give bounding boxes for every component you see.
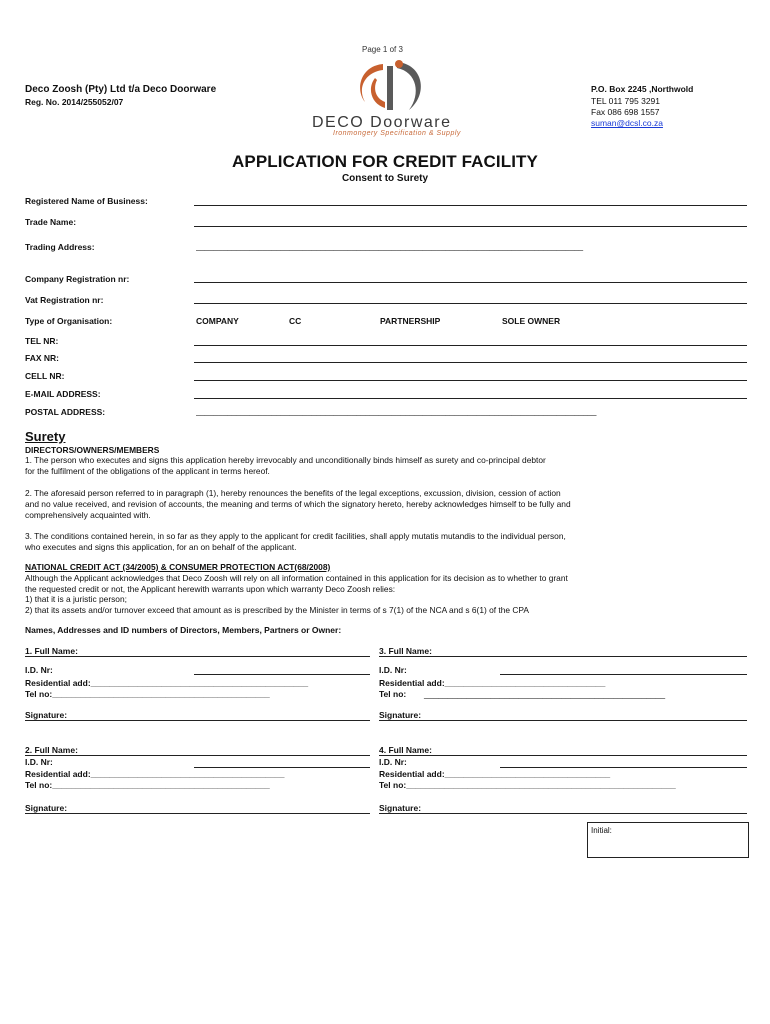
trading-address-field[interactable]: _______________________________________________________________________________________ xyxy=(196,242,584,251)
fax-field[interactable] xyxy=(194,362,747,363)
org-option-partnership[interactable]: PARTNERSHIP xyxy=(380,316,441,326)
vat-registration-label: Vat Registration nr: xyxy=(25,295,104,305)
person-3-id-label: I.D. Nr: xyxy=(379,665,407,675)
person-1-residential-address[interactable]: Residential add:______________________________________________ xyxy=(25,678,309,688)
surety-heading: Surety xyxy=(25,429,66,444)
company-logo xyxy=(305,58,505,140)
person-3-signature-label: Signature: xyxy=(379,710,422,720)
person-3-id-field[interactable] xyxy=(500,674,747,675)
person-3-tel-label: Tel no: xyxy=(379,689,407,699)
nca-line-3: 1) that it is a juristic person; xyxy=(25,594,127,604)
initial-label: Initial: xyxy=(591,826,612,835)
person-4-id-label: I.D. Nr: xyxy=(379,757,407,767)
trade-name-field[interactable] xyxy=(194,226,747,227)
logo-tagline: Ironmongery Specification & Supply xyxy=(333,130,461,137)
organisation-type-label: Type of Organisation: xyxy=(25,316,113,326)
company-name: Deco Zoosh (Pty) Ltd t/a Deco Doorware xyxy=(25,84,217,95)
po-box: P.O. Box 2245 ,Northwold xyxy=(591,84,694,94)
person-1-id-label: I.D. Nr: xyxy=(25,665,53,675)
person-2-id-field[interactable] xyxy=(194,767,370,768)
fax-label: FAX NR: xyxy=(25,353,59,363)
person-1-full-name-label: 1. Full Name: xyxy=(25,646,78,656)
surety-paragraph-1b: for the fulfilment of the obligations of the applicant in terms hereof. xyxy=(25,466,270,476)
person-4-residential-address[interactable]: Residential add:___________________________________ xyxy=(379,769,611,779)
person-2-tel[interactable]: Tel no:______________________________________________ xyxy=(25,780,270,790)
tel-field[interactable] xyxy=(194,345,747,346)
person-4-signature-label: Signature: xyxy=(379,803,422,813)
nca-line-2: the requested credit or not, the Applicant herewith warrants upon which warranty Deco Zoosh relies: xyxy=(25,584,396,594)
company-registration-field[interactable] xyxy=(194,282,747,283)
surety-paragraph-1a: 1. The person who executes and signs this application hereby irrevocably and unconditionally binds himself as surety and co-principal debtor xyxy=(25,455,546,465)
person-1-full-name-field[interactable] xyxy=(25,656,370,657)
form-title: APPLICATION FOR CREDIT FACILITY xyxy=(232,152,538,171)
person-4-full-name-field[interactable] xyxy=(379,755,747,756)
email-label: E-MAIL ADDRESS: xyxy=(25,389,101,399)
nca-line-1: Although the Applicant acknowledges that Deco Zoosh will rely on all information contained in this application for its decision as to whether to grant xyxy=(25,573,568,583)
person-1-signature-label: Signature: xyxy=(25,710,68,720)
page-number: Page 1 of 3 xyxy=(362,45,403,54)
contact-tel: TEL 011 795 3291 xyxy=(591,96,661,106)
person-3-full-name-field[interactable] xyxy=(379,656,747,657)
person-2-residential-address[interactable]: Residential add:_________________________________________ xyxy=(25,769,285,779)
org-option-company[interactable]: COMPANY xyxy=(196,316,239,326)
person-4-full-name-label: 4. Full Name: xyxy=(379,745,432,755)
surety-paragraph-3b: who executes and signs this application, for an on behalf of the applicant. xyxy=(25,542,297,552)
person-2-signature-field[interactable] xyxy=(25,813,370,814)
person-4-signature-field[interactable] xyxy=(379,813,747,814)
person-4-id-field[interactable] xyxy=(500,767,747,768)
surety-paragraph-2b: and no value received, and revision of accounts, the meaning and terms of which the signatory hereto, hereby acknowledges himself to be fully and xyxy=(25,499,571,509)
postal-label: POSTAL ADDRESS: xyxy=(25,407,106,417)
registered-name-field[interactable] xyxy=(194,205,747,206)
person-1-signature-field[interactable] xyxy=(25,720,370,721)
person-2-id-label: I.D. Nr: xyxy=(25,757,53,767)
trade-name-label: Trade Name: xyxy=(25,217,77,227)
person-2-full-name-label: 2. Full Name: xyxy=(25,745,78,755)
initial-box[interactable] xyxy=(587,822,749,858)
person-3-full-name-label: 3. Full Name: xyxy=(379,646,432,656)
company-reg: Reg. No. 2014/255052/07 xyxy=(25,97,124,107)
email-field[interactable] xyxy=(194,398,747,399)
surety-paragraph-2c: comprehensively acquainted with. xyxy=(25,510,151,520)
person-1-tel[interactable]: Tel no:______________________________________________ xyxy=(25,689,270,699)
company-registration-label: Company Registration nr: xyxy=(25,274,130,284)
names-heading: Names, Addresses and ID numbers of Directors, Members, Partners or Owner: xyxy=(25,625,342,635)
org-option-cc[interactable]: CC xyxy=(289,316,302,326)
logo-text: DECO Doorware xyxy=(312,114,452,131)
nca-heading: NATIONAL CREDIT ACT (34/2005) & CONSUMER PROTECTION ACT(68/2008) xyxy=(25,562,331,572)
person-3-signature-field[interactable] xyxy=(379,720,747,721)
person-1-id-field[interactable] xyxy=(194,674,370,675)
person-2-full-name-field[interactable] xyxy=(25,755,370,756)
person-3-residential-address[interactable]: Residential add:__________________________________ xyxy=(379,678,606,688)
cell-field[interactable] xyxy=(194,380,747,381)
trading-address-label: Trading Address: xyxy=(25,242,95,252)
vat-registration-field[interactable] xyxy=(194,303,747,304)
postal-field[interactable]: __________________________________________________________________________________________ xyxy=(196,407,597,416)
registered-name-label: Registered Name of Business: xyxy=(25,196,148,206)
contact-fax: Fax 086 698 1557 xyxy=(591,107,660,117)
surety-paragraph-3a: 3. The conditions contained herein, in so far as they apply to the applicant for credit facilities, shall apply mutatis mutandis to the individual person, xyxy=(25,531,566,541)
contact-email-link[interactable]: suman@dcsl.co.za xyxy=(591,118,663,128)
person-2-signature-label: Signature: xyxy=(25,803,68,813)
person-4-tel[interactable]: Tel no:_________________________________________________________ xyxy=(379,780,676,790)
nca-line-4: 2) that its assets and/or turnover exceed that amount as is prescribed by the Minister in terms of s 7(1) of the NCA and s 6(1) of the CPA xyxy=(25,605,529,615)
surety-paragraph-2a: 2. The aforesaid person referred to in paragraph (1), hereby renounces the benefits of the legal exceptions, excussion, division, cession of action xyxy=(25,488,561,498)
surety-subheading: DIRECTORS/OWNERS/MEMBERS xyxy=(25,445,160,455)
org-option-sole-owner[interactable]: SOLE OWNER xyxy=(502,316,561,326)
person-3-tel-field[interactable]: ___________________________________________________ xyxy=(424,689,666,699)
form-subtitle: Consent to Surety xyxy=(341,173,429,184)
cell-label: CELL NR: xyxy=(25,371,65,381)
tel-label: TEL NR: xyxy=(25,336,59,346)
